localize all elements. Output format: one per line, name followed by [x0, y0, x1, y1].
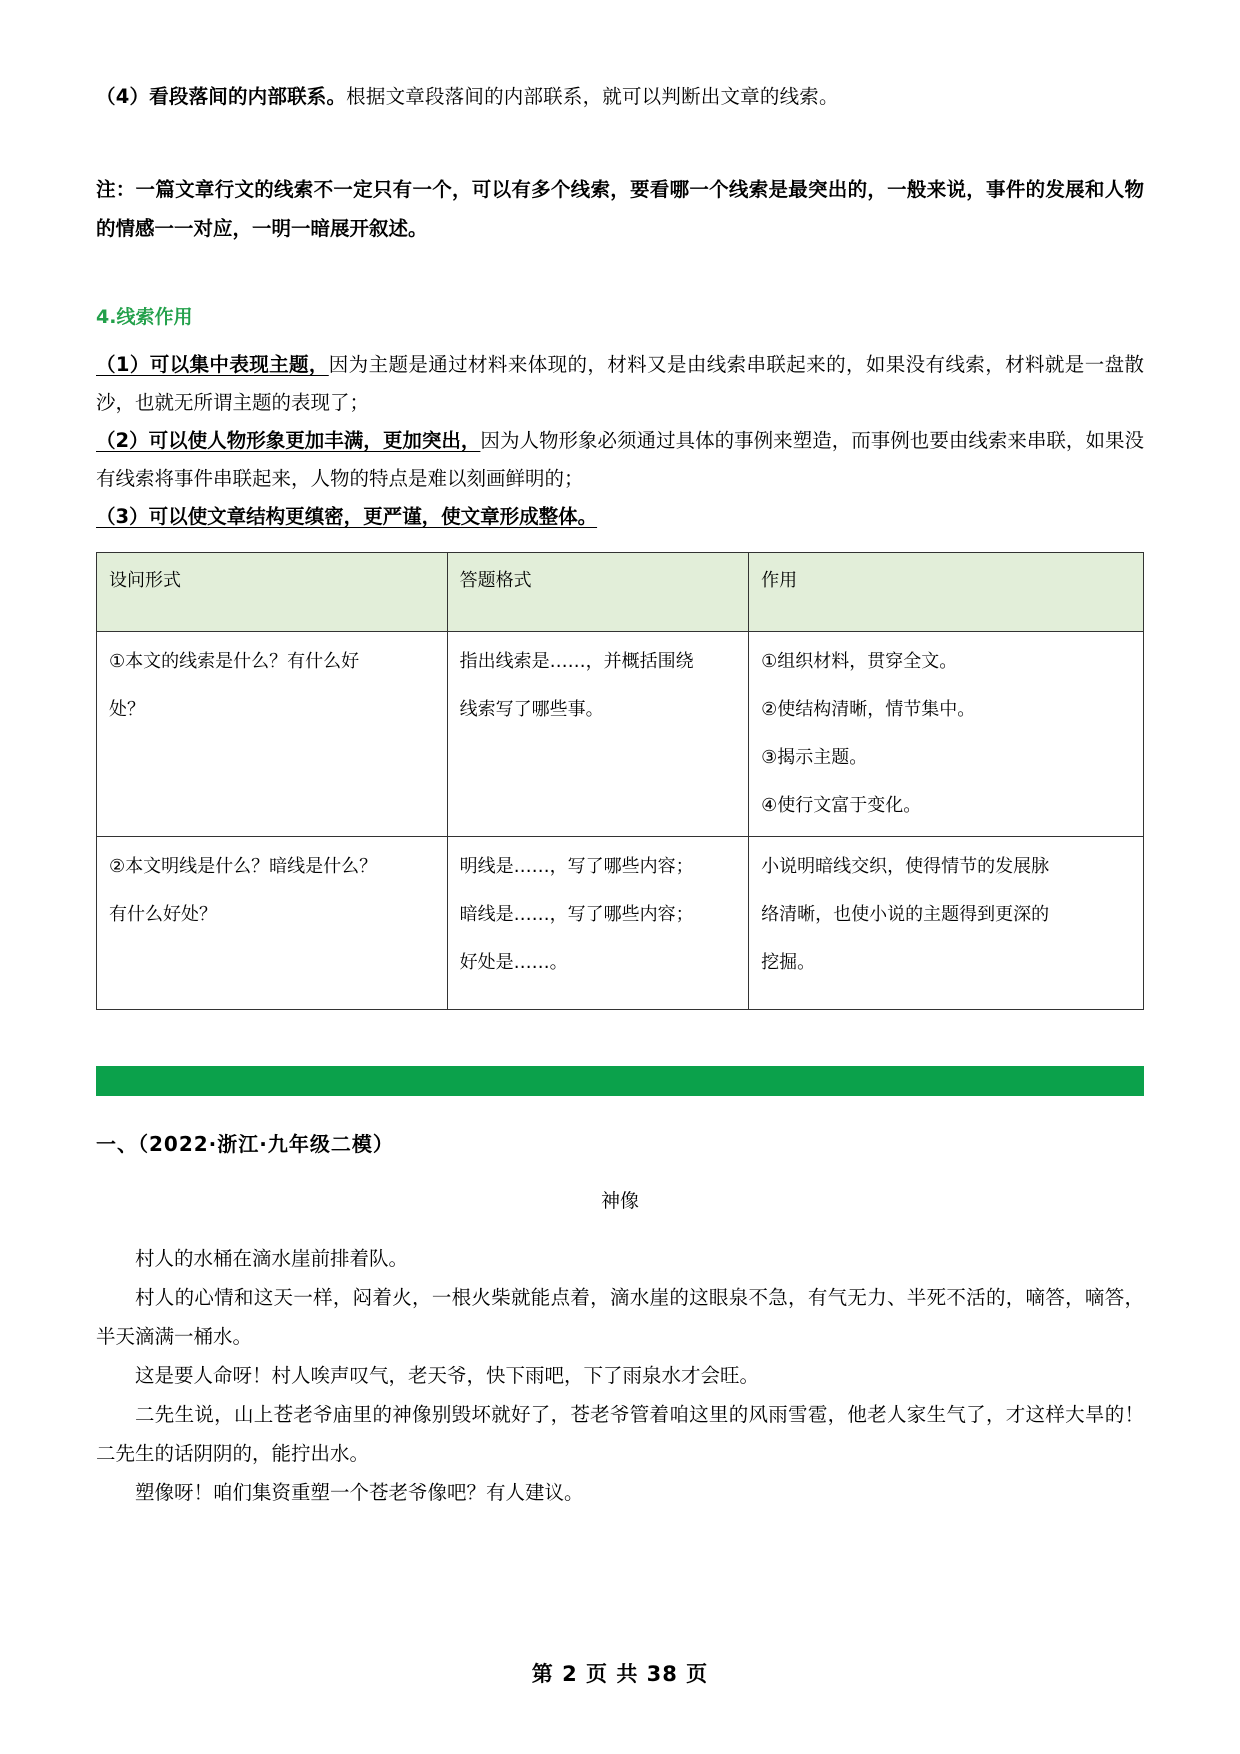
table-cell-format [447, 632, 749, 837]
table-row [97, 837, 1144, 1010]
article-paragraph: 村人的水桶在滴水崖前排着队。 [135, 1247, 409, 1271]
green-section-divider [96, 1066, 1144, 1096]
cell-line: 络清晰，也使小说的主题得到更深的 [761, 904, 1050, 926]
function-item-2 [96, 422, 1144, 498]
table-row [97, 632, 1144, 837]
function-item-3-lead: （3）可以使文章结构更缜密，更严谨，使文章形成整体。 [96, 505, 598, 529]
qa-table [96, 552, 1144, 1010]
table-header-row [97, 553, 1144, 632]
cell-line: ①本文的线索是什么？有什么好 [109, 651, 360, 673]
function-item-1 [96, 346, 1144, 422]
article-title: 神像 [600, 1190, 639, 1213]
function-item-1-lead: （1）可以集中表现主题， [96, 353, 329, 377]
cell-line: 明线是……，写了哪些内容； [459, 856, 694, 878]
cell-line: 小说明暗线交织，使得情节的发展脉 [761, 856, 1050, 878]
cell-line: 处？ [109, 699, 145, 721]
paragraph-item-4-rest: 根据文章段落间的内部联系，就可以判断出文章的线索。 [346, 85, 839, 108]
table-cell-format [447, 837, 749, 1010]
table-cell-effect [749, 632, 1144, 837]
function-item-1-rest: 因为主题是通过材料来体现的，材料又是由线索串联起来的，如果没有线索，材料就是一盘散沙，也就无所谓主题的表现了； [96, 353, 1144, 415]
exercise-label: 一、（2022·浙江·九年级二模） [96, 1132, 394, 1157]
article-paragraph: 村人的心情和这天一样，闷着火，一根火柴就能点着，滴水崖的这眼泉不急，有气无力、半死不活的，嘀答，嘀答，半天滴满一桶水。 [96, 1286, 1144, 1349]
cell-line: ②本文明线是什么？暗线是什么？ [109, 856, 378, 878]
article-paragraph: 二先生说，山上苍老爷庙里的神像别毁坏就好了，苍老爷管着咱这里的风雨雪雹，他老人家生气了，才这样大旱的！二先生的话阴阴的，能拧出水。 [96, 1403, 1144, 1466]
cell-line: 有什么好处？ [109, 904, 217, 926]
table-header-answer-format: 答题格式 [447, 553, 749, 632]
note-paragraph: 注：一篇文章行文的线索不一定只有一个，可以有多个线索，要看哪一个线索是最突出的，一般来说，事件的发展和人物的情感一一对应，一明一暗展开叙述。 [96, 178, 1144, 241]
cell-line: 挖掘。 [761, 952, 816, 974]
cell-line: ②使结构清晰，情节集中。 [761, 699, 976, 721]
cell-line: 暗线是……，写了哪些内容； [459, 904, 694, 926]
function-item-2-rest: 因为人物形象必须通过具体的事例来塑造，而事例也要由线索来串联，如果没有线索将事件串联起来，人物的特点是难以刻画鲜明的； [96, 429, 1144, 491]
table-header-question-form: 设问形式 [97, 553, 448, 632]
section-heading-line-function: 4.线索作用 [96, 306, 193, 329]
paragraph-item-4-lead: （4）看段落间的内部联系。 [96, 85, 347, 108]
spacer [96, 116, 1144, 170]
spacer [96, 332, 1144, 346]
table-cell-question [97, 632, 448, 837]
cell-line: 好处是……。 [459, 952, 568, 974]
table-cell-effect [749, 837, 1144, 1010]
page-footer: 第 2 页 共 38 页 [531, 1662, 709, 1686]
cell-line: 线索写了哪些事。 [459, 699, 604, 721]
paragraph-item-4 [96, 78, 1144, 116]
table-header-effect: 作用 [749, 553, 1144, 632]
function-item-3 [96, 498, 1144, 536]
table-cell-question [97, 837, 448, 1010]
cell-line: 指出线索是……，并概括围绕 [459, 651, 694, 673]
spacer [96, 248, 1144, 302]
article-paragraph: 这是要人命呀！村人唉声叹气，老天爷，快下雨吧，下了雨泉水才会旺。 [135, 1364, 760, 1388]
article-paragraph: 塑像呀！咱们集资重塑一个苍老爷像吧？有人建议。 [135, 1481, 584, 1505]
cell-line: ④使行文富于变化。 [761, 795, 922, 817]
function-item-2-lead: （2）可以使人物形象更加丰满，更加突出， [96, 429, 481, 453]
cell-line: ①组织材料，贯穿全文。 [761, 651, 958, 673]
cell-line: ③揭示主题。 [761, 747, 868, 769]
